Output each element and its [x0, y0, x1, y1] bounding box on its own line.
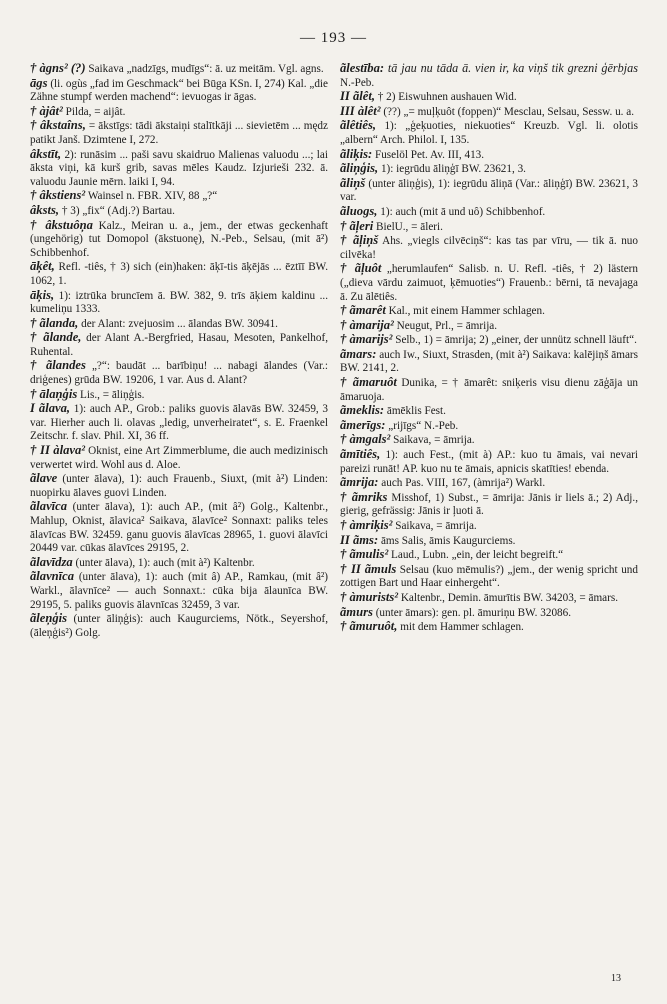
dictionary-entry: [340, 162, 638, 177]
dictionary-entry: [30, 289, 328, 317]
entry-text: 1): iztrūka bruncīem ā. BW. 382, 9. trīs āķiem kaldinu ... kumeliņu 1333.: [30, 289, 328, 316]
headword: ãleņģis: [30, 611, 68, 626]
entry-text: Wainsel n. FBR. XIV, 88 „?“: [85, 190, 218, 203]
entry-text: (unter āliņģis): auch Kaugurciems, Nötk., Seyershof, (āleņģis²) Golg.: [30, 613, 328, 639]
headword: † ãlanda,: [30, 315, 79, 330]
entry-text: (unter āmars): gen. pl. āmuriņu BW. 32086.: [372, 606, 572, 619]
dictionary-entry: [340, 563, 638, 591]
headword: ãmars:: [340, 346, 377, 361]
entry-text: Selb., 1) = āmrija; 2) „einer, der unnütz schnell läuft“.: [392, 334, 637, 347]
dictionary-entry: [340, 220, 638, 235]
headword: ãmrija:: [340, 475, 379, 490]
entry-text: (li. ogùs „fad im Geschmack“ bei Būga KSn. I, 274) Kal. „die Zähne stumpf werden machend“: ievuogas ir āgas.: [30, 77, 328, 104]
dictionary-entry: [340, 548, 638, 563]
entry-text: Selsau (kuo mēmulis?) „jem., der wenig spricht und zottigen Bart und Haar einhergeht“.: [340, 563, 638, 590]
dictionary-entry: [340, 319, 638, 334]
dictionary-entry: [340, 448, 638, 476]
entry-text: 1): „ģeķuoties, niekuoties“ Kreuzb. Vgl. li. olotis „albern“ Arch. Philol. I, 135.: [340, 120, 638, 146]
left-column: [30, 62, 328, 640]
dictionary-entry: [340, 519, 638, 534]
headword: âkstīt,: [30, 146, 62, 161]
dictionary-entry: [30, 359, 328, 387]
headword: II ãlêt,: [340, 89, 375, 104]
dictionary-entry: [30, 331, 328, 359]
dictionary-entry: [30, 444, 328, 472]
dictionary-entry: [340, 90, 638, 105]
dictionary-entry: [30, 388, 328, 403]
headword: ãmītiês,: [340, 447, 381, 462]
dictionary-entry: [340, 534, 638, 549]
dictionary-entry: [340, 591, 638, 606]
headword: I ãlava,: [30, 401, 71, 416]
headword: † âkstiens²: [30, 188, 86, 203]
headword: ãlavīdza: [30, 554, 73, 569]
entry-text: (unter āliņģis), 1): iegrūdu āliņā (Var.: āliņģī) BW. 23621, 3 var.: [340, 177, 638, 204]
entry-text: 2): runāsim ... paši savu skaidruo Malienas valuodu ...; lai āksta viņi, kā kurš grib, savas mēles Kaudz. Izjurieši 232. ā. valuodu Jaunie mērn. laiki I, 94.: [30, 148, 328, 188]
dictionary-entry: [30, 62, 328, 77]
entry-text: (unter ālava), 1): auch (mit â) AP., Ramkau, (mit â²) Warkl., ālavnīce² — auch Sonnaxt.: cūka bija ālaunīca BW. 29195, 5. paliks guovis ālavnīcas 32459, 3 var.: [30, 571, 328, 611]
entry-text: 1): auch AP., Grob.: paliks guovis ālavās BW. 32459, 3 var. Hierher auch li. olavas „ledig, unverheiratet“, s. E. Fraenkel Zeitschr. f. slav. Phil. XI, 36 ff.: [30, 403, 328, 443]
headword: II ãms:: [340, 532, 379, 547]
entry-text: Kaltenbr., Demin. āmurītis BW. 34203, = āmars.: [398, 591, 619, 604]
dictionary-entry: [30, 500, 328, 555]
headword: ãlavīca: [30, 499, 68, 514]
dictionary-entry: [30, 317, 328, 332]
entry-text: BielU., = āleri.: [373, 220, 443, 233]
dictionary-entry: [340, 205, 638, 220]
headword: † ãļuôt: [340, 261, 382, 276]
headword: † ãmriks: [340, 489, 388, 504]
headword: † âkstaîns,: [30, 118, 86, 133]
headword: ãliņš: [340, 175, 366, 190]
entry-text: mit dem Hammer schlagen.: [397, 621, 524, 634]
entry-text: Neugut, Prl., = āmrija.: [393, 319, 498, 332]
dictionary-entry: [30, 556, 328, 571]
headword: ãlestība:: [340, 61, 385, 75]
headword: ãlave: [30, 471, 58, 486]
dictionary-entry: [340, 620, 638, 635]
entry-text: auch Pas. VIII, 167, (àmrija²) Warkl.: [378, 477, 546, 490]
headword: † ãlandes: [30, 358, 86, 373]
dictionary-entry: [340, 62, 638, 90]
headword: † ãļiņš: [340, 233, 379, 248]
entry-text: Kal., mit einem Hammer schlagen.: [385, 305, 545, 318]
entry-text: = ākstīgs: tādi ākstaiņi stalītkāji ... sievietēm ... mędz patikt Janš. Dzimtene I, 272.: [30, 120, 328, 146]
dictionary-entry: [340, 177, 638, 205]
entry-text: Oknist, eine Art Zimmerblume, die auch medizinisch verwertet wird. Wohl aus d. Aloe.: [30, 445, 328, 471]
dictionary-entry: [340, 419, 638, 434]
entry-text: Dunika, = † āmarêt: sniķeris visu dienu zāģāja un āmaruoja.: [340, 377, 639, 403]
entry-text: (unter ālava), 1): auch (mit à²) Kaltenbr.: [72, 556, 255, 569]
entry-text: 1): auch (mit ā und uô) Schibbenhof.: [377, 205, 546, 218]
headword: ãliķis:: [340, 146, 373, 161]
dictionary-entry: [30, 219, 328, 261]
entry-text: † 2) Eiswuhnen aushauen Wid.: [374, 91, 517, 104]
dictionary-entry: [340, 119, 638, 147]
headword: âksts,: [30, 202, 60, 217]
headword: † ãmaruôt: [340, 375, 397, 390]
entry-text: „rijīgs“ N.-Peb.: [385, 419, 459, 432]
entry-text: „?“: baudāt ... barībiņu! ... nabagi ālandes (Var.: driģenes) grūda BW. 19206, 1 var. Aus d. Alant?: [30, 360, 328, 387]
entry-text: Saikava „nadzīgs, mudīgs“: ā. uz meitām. Vgl. agns.: [85, 63, 324, 75]
right-column: [340, 62, 638, 635]
dictionary-entry: [340, 433, 638, 448]
dictionary-entry: [340, 491, 638, 519]
headword: † àmgals²: [340, 432, 391, 447]
printer-signature: 13: [611, 973, 621, 984]
entry-text: Pilda, = aijât.: [62, 105, 126, 118]
dictionary-entry: [30, 402, 328, 444]
dictionary-entry: [30, 570, 328, 612]
dictionary-entry: [340, 304, 638, 319]
entry-text: (unter ālava), 1): auch AP., (mit â²) Golg., Kaltenbr., Mahlup, Oknist, ālavica² Saikava, ālavīce² Sonnaxt: paliks teles ālavīcas BW. 32459. ganu guovis ālavīcas 28965, 1. guovi ālavīci 20449 var. cūkas ālavīces 29195, 2.: [30, 501, 328, 555]
dictionary-entry: [30, 260, 328, 288]
headword: † àmarijs²: [340, 332, 393, 347]
headword: † ãļeri: [340, 218, 374, 233]
dictionary-entry: [30, 105, 328, 120]
dictionary-entry: [340, 404, 638, 419]
headword: † II àlava²: [30, 443, 86, 458]
dictionary-entry: [30, 148, 328, 190]
headword: III àlêt²: [340, 103, 381, 118]
headword: † àjât²: [30, 103, 63, 118]
dictionary-entry: [340, 333, 638, 348]
entry-text: āmēklis Fest.: [384, 405, 446, 418]
example-text: tā jau nu tāda ā. vien ir, ka viņš tik grezni ģērbjas: [384, 61, 638, 75]
page-number: — 193 —: [300, 30, 367, 46]
entry-text: (unter ālava), 1): auch Frauenb., Siuxt, (mit à²) Linden: nuopirku ālaves guovi Linden.: [30, 473, 328, 499]
dictionary-entry: [30, 77, 328, 105]
headword: ãlavnīca: [30, 569, 75, 584]
entry-text: Saikava, = āmrija.: [392, 520, 477, 532]
dictionary-entry: [30, 612, 328, 640]
headword: † àmriķis²: [340, 518, 393, 532]
dictionary-entry: [340, 234, 638, 262]
entry-text: 1): iegrūdu āliņģī BW. 23621, 3.: [378, 163, 526, 176]
headword: † àmarija²: [340, 317, 394, 332]
headword: āķis,: [30, 287, 55, 302]
headword: † àgns² (?): [30, 61, 86, 75]
entry-text: „herumlaufen“ Salisb. n. U. Refl. -tiês, † 2) lästern („dieva vārdu zaimuot, ķēmuoties“) Frauenb.: bērni, tā nevajaga ā. Zu ālētiês.: [340, 263, 638, 303]
headword: ãlêtiês,: [340, 118, 377, 133]
entry-text: āms Salis, āmis Kaugurciems.: [378, 534, 516, 547]
entry-text: N.-Peb.: [340, 76, 375, 89]
dictionary-entry: [340, 148, 638, 163]
dictionary-entry: [340, 348, 638, 376]
dictionary-entry: [30, 204, 328, 219]
dictionary-entry: [340, 105, 638, 120]
dictionary-entry: [340, 376, 638, 404]
entry-text: Fuselöl Pet. Av. III, 413.: [372, 148, 485, 161]
headword: ãmurs: [340, 604, 373, 619]
headword: † ãmulis²: [340, 547, 389, 562]
headword: † àmurists²: [340, 589, 399, 604]
headword: † ãmuruôt,: [340, 619, 398, 634]
entry-text: der Alant A.-Bergfried, Hasau, Mesoten, Pankelhof, Ruhental.: [30, 332, 328, 358]
headword: † âkstuôņa: [30, 217, 93, 232]
headword: ãliņģis,: [340, 161, 379, 176]
dictionary-entry: [340, 476, 638, 491]
headword: ãmerīgs:: [340, 417, 386, 432]
entry-text: † 3) „fix“ (Adj.?) Bartau.: [59, 204, 175, 217]
dictionary-entry: [30, 119, 328, 147]
dictionary-entry: [340, 262, 638, 304]
entry-text: Lis., = āliņģis.: [77, 388, 145, 401]
entry-text: auch Iw., Siuxt, Strasden, (mit à²) Saikava: kalējiņš āmars BW. 2141, 2.: [340, 348, 638, 375]
entry-text: Misshof, 1) Subst., = āmrija: Jānis ir liels ā.; 2) Adj., gierig, gefrässig: Jānis ir ļuoti ā.: [340, 491, 638, 518]
headword: ãmeklis:: [340, 403, 385, 418]
entry-text: Laud., Lubn. „ein, der leicht begreift.“: [388, 549, 564, 562]
entry-text: Refl. -tiês, † 3) sich (ein)haken: āķī-tis āķējās ... ēztīī BW. 1062, 1.: [30, 261, 328, 287]
entry-text: der Alant: zvejuosim ... ālandas BW. 30941.: [78, 317, 278, 330]
entry-text: (??) „= muļķuôt (foppen)“ Mesclau, Selsau, Sessw. u. a.: [380, 105, 635, 118]
headword: † ãlande,: [30, 330, 82, 345]
headword: ãluogs,: [340, 203, 378, 218]
headword: † ālaņģis: [30, 386, 78, 401]
headword: āgs: [30, 75, 48, 90]
dictionary-entry: [30, 472, 328, 500]
entry-text: Kalz., Meiran u. a., jem., der etwas geckenhaft (ungehörig) tut Domopol (ākstuonę), N.-Peb., Selsau, (mit ā²) Schibbenhof.: [30, 219, 329, 259]
dictionary-entry: [30, 189, 328, 204]
headword: † ãmarêt: [340, 303, 386, 318]
headword: āķêt,: [30, 259, 55, 274]
entry-text: Saikava, = āmrija.: [390, 434, 475, 447]
headword: † II ãmuls: [340, 561, 397, 576]
dictionary-entry: [340, 606, 638, 621]
entry-text: 1): auch Fest., (mit à) AP.: kuo tu āmais, vai nevari pareizi runāt! AP. kuo nu te āmais, apnicis skatīties! ebenda.: [340, 449, 638, 475]
entry-text: Ahs. „viegls cilvēciņš“: kas tas par vīru, — tik ā. nuo cilvēka!: [340, 235, 638, 261]
